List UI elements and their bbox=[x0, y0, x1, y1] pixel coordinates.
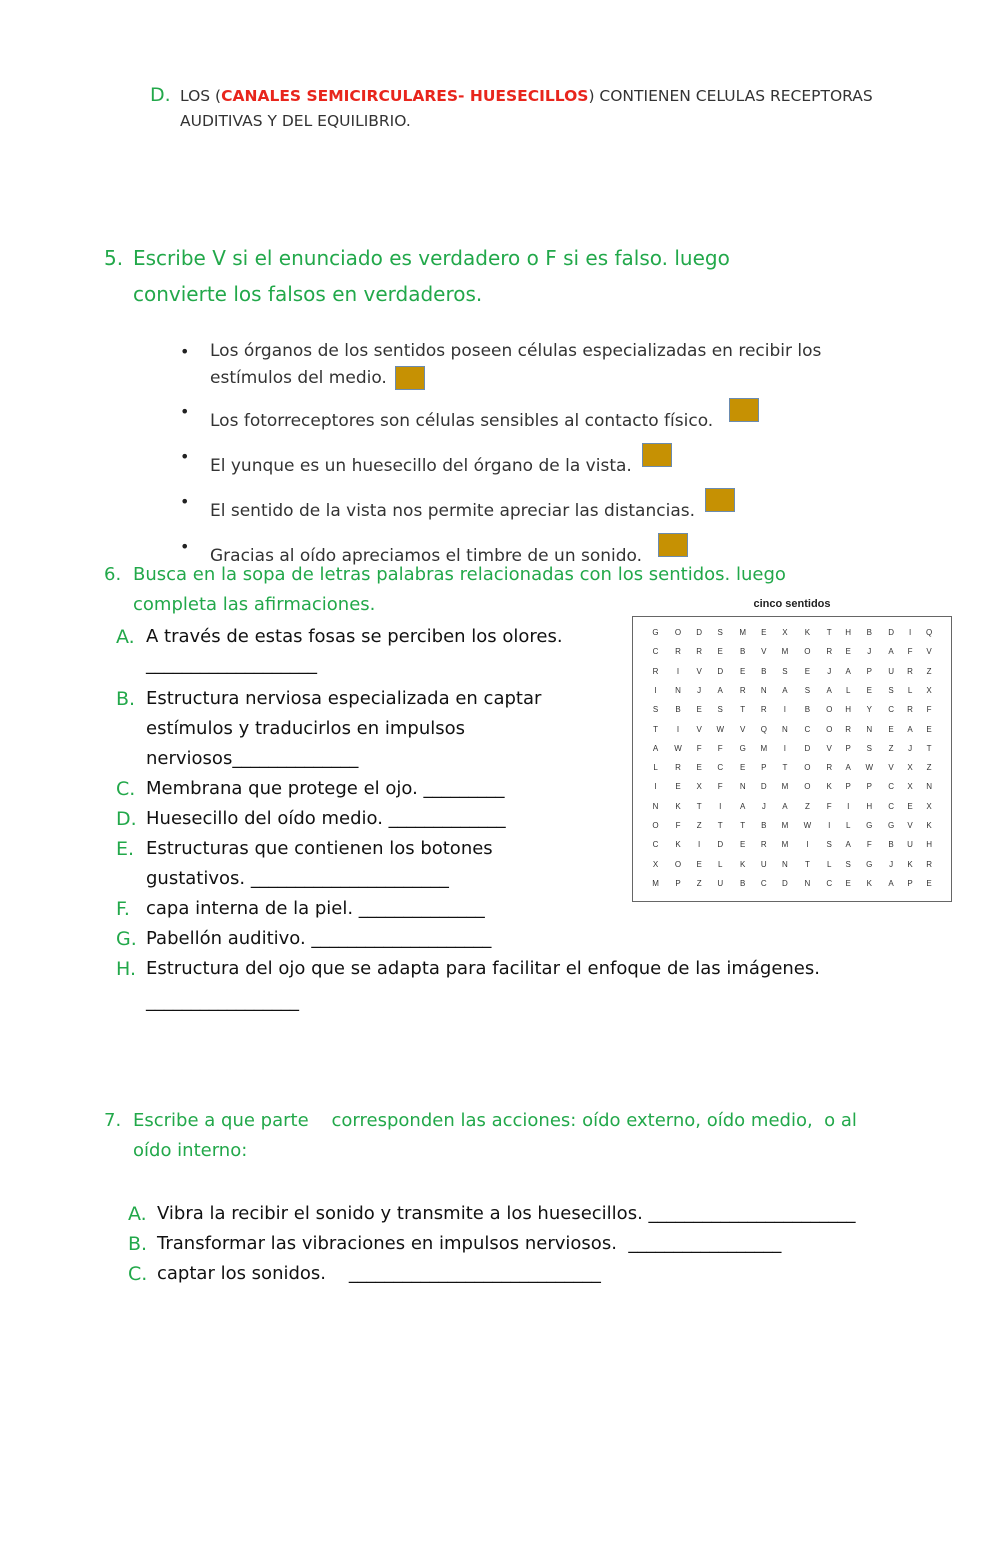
word-search-cell[interactable]: N bbox=[675, 685, 681, 695]
word-search-cell[interactable]: S bbox=[717, 705, 723, 715]
word-search-cell[interactable]: L bbox=[826, 859, 832, 869]
word-search-cell[interactable]: E bbox=[696, 705, 702, 715]
word-search-row bbox=[645, 623, 939, 642]
word-search-cell[interactable]: S bbox=[826, 840, 832, 850]
word-search-cell[interactable]: T bbox=[740, 820, 746, 830]
question-a-line1: A través de estas fosas se perciben los olores. bbox=[146, 626, 563, 647]
question-e-letter: E. bbox=[116, 838, 135, 860]
word-search-cell[interactable]: A bbox=[717, 685, 723, 695]
word-search-cell[interactable]: I bbox=[783, 743, 787, 753]
word-search-cell[interactable]: C bbox=[888, 782, 894, 792]
word-search-cell[interactable]: A bbox=[782, 801, 788, 811]
word-search-cell[interactable]: C bbox=[760, 878, 767, 888]
word-search-cell[interactable]: W bbox=[803, 820, 812, 830]
section5-heading bbox=[104, 240, 884, 312]
word-search-cell[interactable]: R bbox=[675, 763, 681, 773]
word-search-cell[interactable]: E bbox=[888, 724, 894, 734]
section6-heading bbox=[104, 560, 864, 620]
word-search-cell[interactable]: B bbox=[740, 878, 746, 888]
word-search-cell[interactable]: M bbox=[781, 647, 789, 657]
word-search-cell[interactable]: B bbox=[804, 705, 811, 715]
word-search-cell[interactable]: F bbox=[926, 705, 932, 715]
word-search-cell[interactable]: F bbox=[675, 820, 681, 830]
word-search-cell[interactable]: D bbox=[717, 666, 724, 676]
word-search-cell[interactable]: T bbox=[740, 705, 746, 715]
word-search-cell[interactable]: E bbox=[696, 859, 702, 869]
statement-1-line1: • Los órganos de los sentidos poseen células especializadas en recibir los bbox=[210, 341, 822, 361]
item-d-prefix: LOS ( bbox=[180, 87, 222, 105]
question-b-letter: B. bbox=[116, 688, 136, 710]
word-search-cell[interactable]: R bbox=[845, 724, 852, 734]
word-search-cell[interactable]: G bbox=[887, 820, 895, 830]
word-search-cell[interactable]: V bbox=[826, 743, 832, 753]
word-search-cell[interactable]: T bbox=[696, 801, 702, 811]
word-search-cell[interactable]: F bbox=[717, 782, 723, 792]
item-d-line2: AUDITIVAS Y DEL EQUILIBRIO. bbox=[180, 112, 411, 130]
word-search-cell[interactable]: M bbox=[781, 820, 789, 830]
word-search-cell[interactable]: P bbox=[866, 666, 872, 676]
question-f-line1[interactable]: capa interna de la piel. ______________ bbox=[146, 898, 485, 919]
word-search-cell[interactable]: H bbox=[926, 840, 932, 850]
word-search-cell[interactable]: A bbox=[826, 685, 832, 695]
word-search-cell[interactable]: N bbox=[866, 724, 873, 734]
answer-box-5[interactable] bbox=[658, 533, 688, 557]
word-search-cell[interactable]: B bbox=[888, 840, 894, 850]
word-search-row bbox=[645, 758, 939, 777]
statement-4: El sentido de la vista nos permite apreciar las distancias. bbox=[210, 501, 695, 521]
question-c-line1[interactable]: Membrana que protege el ojo. _________ bbox=[146, 778, 505, 799]
word-search-cell[interactable]: P bbox=[907, 878, 913, 888]
word-search-cell[interactable]: F bbox=[717, 743, 723, 753]
word-search-cell[interactable]: O bbox=[674, 628, 682, 638]
word-search-cell[interactable]: I bbox=[783, 705, 787, 715]
question-e-line1: Estructuras que contienen los botones bbox=[146, 838, 493, 859]
word-search-cell[interactable]: I bbox=[676, 724, 680, 734]
word-search-cell[interactable]: S bbox=[717, 628, 723, 638]
word-search-cell[interactable]: Z bbox=[696, 820, 702, 830]
word-search-cell[interactable]: C bbox=[652, 840, 659, 850]
word-search-cell[interactable]: C bbox=[652, 647, 659, 657]
answer-box-2[interactable] bbox=[729, 398, 759, 422]
word-search-cell[interactable]: E bbox=[717, 647, 723, 657]
word-search-cell[interactable]: R bbox=[926, 859, 932, 869]
statement-5: Gracias al oído apreciamos el timbre de un sonido. bbox=[210, 546, 643, 566]
word-search-cell[interactable]: A bbox=[740, 801, 746, 811]
section7-line2: oído interno: bbox=[133, 1140, 248, 1161]
section5-line1: Escribe V si el enunciado es verdadero o F si es falso. luego bbox=[133, 246, 730, 270]
word-search-cell[interactable]: I bbox=[676, 666, 680, 676]
word-search-cell[interactable]: C bbox=[717, 763, 724, 773]
word-search-cell[interactable]: I bbox=[698, 840, 701, 850]
word-search-cell[interactable]: G bbox=[652, 628, 659, 638]
section7-heading bbox=[104, 1106, 924, 1166]
word-search-cell[interactable]: R bbox=[826, 763, 833, 773]
answer-box-1[interactable] bbox=[395, 366, 425, 390]
word-search-cell[interactable]: L bbox=[907, 685, 913, 695]
word-search-cell[interactable]: L bbox=[845, 820, 851, 830]
word-search-cell[interactable]: T bbox=[826, 628, 832, 638]
statement-2: Los fotorreceptores son células sensibles al contacto físico. bbox=[210, 411, 714, 431]
question-h-line1: Estructura del ojo que se adapta para facilitar el enfoque de las imágenes. bbox=[146, 958, 820, 979]
word-search-cell[interactable]: S bbox=[845, 859, 851, 869]
word-search-cell[interactable]: A bbox=[888, 878, 894, 888]
word-search-cell[interactable]: A bbox=[652, 743, 659, 753]
word-search-cell[interactable]: I bbox=[719, 801, 722, 811]
word-search-cell[interactable]: X bbox=[907, 782, 913, 792]
item-d-highlight: CANALES SEMICIRCULARES- HUESECILLOS bbox=[221, 87, 589, 105]
word-search-cell[interactable]: J bbox=[827, 666, 832, 676]
word-search-cell[interactable]: J bbox=[908, 743, 913, 753]
word-search-cell[interactable]: W bbox=[865, 763, 874, 773]
word-search-cell[interactable]: O bbox=[804, 647, 811, 657]
word-search-row bbox=[645, 681, 939, 700]
word-search-cell[interactable]: N bbox=[782, 859, 788, 869]
word-search-cell[interactable]: O bbox=[826, 724, 833, 734]
word-search-cell[interactable]: N bbox=[739, 782, 746, 792]
word-search-cell[interactable]: F bbox=[696, 743, 702, 753]
action-a-letter: A. bbox=[128, 1203, 147, 1225]
word-search-cell[interactable]: T bbox=[926, 743, 932, 753]
word-search-cell[interactable]: C bbox=[888, 801, 894, 811]
word-search-cell[interactable]: B bbox=[675, 705, 681, 715]
word-search-cell[interactable]: A bbox=[888, 647, 894, 657]
word-search-cell[interactable]: T bbox=[717, 820, 723, 830]
word-search-cell[interactable]: S bbox=[804, 685, 811, 695]
word-search-cell[interactable]: O bbox=[674, 859, 682, 869]
word-search-cell[interactable]: N bbox=[926, 782, 932, 792]
word-search-cell[interactable]: B bbox=[866, 628, 872, 638]
word-search-cell[interactable]: X bbox=[926, 801, 932, 811]
word-search-cell[interactable]: Z bbox=[804, 801, 810, 811]
word-search-cell[interactable]: E bbox=[740, 763, 746, 773]
question-h-blank[interactable]: _________________ bbox=[146, 991, 299, 1012]
word-search-cell[interactable]: K bbox=[907, 859, 913, 869]
word-search-cell[interactable]: P bbox=[866, 782, 872, 792]
word-search-row bbox=[645, 874, 939, 893]
word-search-cell[interactable]: E bbox=[761, 628, 767, 638]
section5-line2: convierte los falsos en verdaderos. bbox=[133, 282, 483, 306]
section6-number: 6. bbox=[104, 564, 122, 585]
word-search-cell[interactable]: R bbox=[675, 647, 681, 657]
word-search-cell[interactable]: V bbox=[740, 724, 746, 734]
question-b-line2: estímulos y traducirlos en impulsos bbox=[146, 718, 466, 739]
word-search-cell[interactable]: E bbox=[696, 763, 702, 773]
word-search-cell[interactable]: W bbox=[674, 743, 682, 753]
word-search-cell[interactable]: K bbox=[866, 878, 872, 888]
word-search-cell[interactable]: R bbox=[907, 666, 913, 676]
word-search-grid bbox=[632, 616, 952, 902]
list-item bbox=[128, 1199, 928, 1229]
question-g-line1[interactable]: Pabellón auditivo. ____________________ bbox=[146, 928, 492, 949]
word-search-cell[interactable]: X bbox=[652, 859, 659, 869]
word-search-cell[interactable]: R bbox=[760, 840, 767, 850]
word-search-cell[interactable]: G bbox=[866, 859, 873, 869]
word-search-cell[interactable]: A bbox=[845, 666, 851, 676]
question-f-letter: F. bbox=[116, 898, 130, 920]
word-search-cell[interactable]: K bbox=[926, 820, 932, 830]
word-search-cell[interactable]: T bbox=[653, 724, 658, 734]
list-item bbox=[116, 924, 896, 954]
word-search-cell[interactable]: F bbox=[866, 840, 872, 850]
word-search-cell[interactable]: U bbox=[907, 840, 913, 850]
word-search-cell[interactable]: U bbox=[888, 666, 894, 676]
word-search-row bbox=[645, 854, 939, 873]
word-search-cell[interactable]: E bbox=[740, 666, 746, 676]
question-d-line1[interactable]: Huesecillo del oído medio. _____________ bbox=[146, 808, 506, 829]
word-search-cell[interactable]: H bbox=[866, 801, 873, 811]
word-search-cell[interactable]: E bbox=[675, 782, 681, 792]
word-search-row bbox=[645, 719, 939, 738]
question-a-blank[interactable]: ___________________ bbox=[146, 654, 317, 675]
word-search-cell[interactable]: J bbox=[889, 859, 894, 869]
section6-line2: completa las afirmaciones. bbox=[133, 594, 376, 615]
item-d bbox=[150, 84, 910, 134]
word-search-cell[interactable]: L bbox=[653, 763, 658, 773]
word-search-cell[interactable]: Z bbox=[888, 743, 894, 753]
word-search-cell[interactable]: R bbox=[739, 685, 746, 695]
list-item bbox=[180, 443, 900, 480]
action-a-text[interactable]: Vibra la recibir el sonido y transmite a los huesecillos. _______________________ bbox=[157, 1203, 856, 1224]
question-b-line1: Estructura nerviosa especializada en captar bbox=[146, 688, 542, 709]
word-search-cell[interactable]: G bbox=[866, 820, 873, 830]
word-search-cell[interactable]: A bbox=[845, 840, 851, 850]
word-search-cell[interactable]: I bbox=[828, 820, 831, 830]
word-search-cell[interactable]: I bbox=[908, 628, 912, 638]
word-search-cell[interactable]: E bbox=[926, 878, 932, 888]
word-search-cell[interactable]: E bbox=[866, 685, 872, 695]
word-search-cell[interactable]: F bbox=[826, 801, 832, 811]
word-search-cell[interactable]: R bbox=[760, 705, 767, 715]
word-search-row bbox=[645, 642, 939, 661]
word-search-cell[interactable]: N bbox=[782, 724, 788, 734]
word-search-cell[interactable]: E bbox=[740, 840, 746, 850]
word-search-cell[interactable]: L bbox=[717, 859, 723, 869]
word-search-cell[interactable]: C bbox=[826, 878, 833, 888]
question-a-letter: A. bbox=[116, 626, 135, 648]
word-search-cell[interactable]: L bbox=[845, 685, 851, 695]
word-search-cell[interactable]: R bbox=[826, 647, 833, 657]
word-search-cell[interactable]: E bbox=[907, 801, 913, 811]
section6-line1: Busca en la sopa de letras palabras relacionadas con los sentidos. luego bbox=[133, 564, 786, 585]
word-search-cell[interactable]: D bbox=[782, 878, 788, 888]
word-search-cell[interactable]: S bbox=[888, 685, 894, 695]
word-search-cell[interactable]: X bbox=[907, 763, 913, 773]
question-e-line2[interactable]: gustativos. ______________________ bbox=[146, 868, 449, 889]
word-search-cell[interactable]: U bbox=[760, 859, 767, 869]
word-search-cell[interactable]: E bbox=[845, 878, 851, 888]
word-search-cell[interactable]: P bbox=[845, 782, 851, 792]
word-search-cell[interactable]: M bbox=[760, 743, 768, 753]
word-search-cell[interactable]: M bbox=[781, 782, 789, 792]
word-search-cell[interactable]: V bbox=[926, 647, 932, 657]
word-search-cell[interactable]: S bbox=[866, 743, 872, 753]
word-search-cell[interactable]: H bbox=[845, 628, 852, 638]
word-search-cell[interactable]: J bbox=[867, 647, 872, 657]
word-search-cell[interactable]: K bbox=[675, 801, 681, 811]
word-search-cell[interactable]: V bbox=[696, 724, 702, 734]
list-item bbox=[128, 1259, 928, 1289]
word-search-title: cinco sentidos bbox=[753, 598, 831, 610]
word-search-table bbox=[645, 623, 939, 893]
word-search-cell[interactable]: Z bbox=[926, 666, 932, 676]
word-search-cell[interactable]: Q bbox=[760, 724, 767, 734]
word-search-row bbox=[645, 662, 939, 681]
word-search-cell[interactable]: B bbox=[761, 820, 767, 830]
word-search-row bbox=[645, 739, 939, 758]
word-search-cell[interactable]: E bbox=[926, 724, 932, 734]
word-search-cell[interactable]: I bbox=[654, 685, 657, 695]
word-search-cell[interactable]: P bbox=[675, 878, 681, 888]
item-d-suffix: ) CONTIENEN CELULAS RECEPTORAS bbox=[588, 87, 873, 105]
word-search-cell[interactable]: K bbox=[826, 782, 832, 792]
word-search-cell[interactable]: W bbox=[716, 724, 724, 734]
word-search-cell[interactable]: V bbox=[888, 763, 894, 773]
action-b-letter: B. bbox=[128, 1233, 148, 1255]
word-search-cell[interactable]: V bbox=[696, 666, 702, 676]
word-search-cell[interactable]: T bbox=[804, 859, 810, 869]
word-search-cell[interactable]: R bbox=[696, 647, 703, 657]
question-h-letter: H. bbox=[116, 958, 136, 980]
question-g-letter: G. bbox=[116, 928, 137, 950]
word-search-cell[interactable]: V bbox=[761, 647, 767, 657]
word-search-cell[interactable]: B bbox=[761, 666, 767, 676]
word-search-cell[interactable]: P bbox=[845, 743, 851, 753]
word-search-cell[interactable]: S bbox=[652, 705, 659, 715]
item-d-letter: D. bbox=[150, 84, 171, 106]
word-search-cell[interactable]: X bbox=[926, 685, 932, 695]
word-search-cell[interactable]: G bbox=[739, 743, 746, 753]
word-search-cell[interactable]: D bbox=[696, 628, 703, 638]
word-search-cell[interactable]: O bbox=[804, 782, 811, 792]
word-search-cell[interactable]: K bbox=[804, 628, 811, 638]
word-search-cell[interactable]: K bbox=[675, 840, 681, 850]
question-d-letter: D. bbox=[116, 808, 137, 830]
word-search-cell[interactable]: R bbox=[652, 666, 659, 676]
word-search-cell[interactable]: I bbox=[654, 782, 657, 792]
word-search-cell[interactable]: K bbox=[740, 859, 746, 869]
word-search-cell[interactable]: S bbox=[782, 666, 788, 676]
section5-number: 5. bbox=[104, 246, 124, 270]
word-search-cell[interactable]: X bbox=[782, 628, 788, 638]
word-search-cell[interactable]: N bbox=[652, 801, 659, 811]
word-search-cell[interactable]: X bbox=[696, 782, 702, 792]
word-search-cell[interactable]: D bbox=[717, 840, 724, 850]
word-search-cell[interactable]: A bbox=[782, 685, 788, 695]
word-search-cell[interactable]: I bbox=[806, 840, 809, 850]
action-b-text[interactable]: Transformar las vibraciones en impulsos nerviosos. _________________ bbox=[157, 1233, 782, 1254]
word-search-cell[interactable]: M bbox=[652, 878, 659, 888]
word-search-cell[interactable]: D bbox=[804, 743, 811, 753]
question-c-letter: C. bbox=[116, 778, 136, 800]
list-item bbox=[128, 1229, 928, 1259]
word-search-cell[interactable]: M bbox=[781, 840, 789, 850]
word-search-cell[interactable]: C bbox=[804, 724, 811, 734]
word-search-cell[interactable]: Y bbox=[866, 705, 872, 715]
word-search-cell[interactable]: P bbox=[761, 763, 767, 773]
word-search-cell[interactable]: V bbox=[907, 820, 913, 830]
word-search-cell[interactable]: J bbox=[697, 685, 702, 695]
list-item bbox=[180, 488, 900, 525]
word-search-cell[interactable]: N bbox=[760, 685, 767, 695]
section7-line1: Escribe a que parte corresponden las acciones: oído externo, oído medio, o al bbox=[133, 1110, 857, 1131]
list-item bbox=[180, 398, 900, 435]
action-c-text[interactable]: captar los sonidos. ____________________________ bbox=[157, 1263, 601, 1284]
word-search-cell[interactable]: D bbox=[888, 628, 894, 638]
word-search-row bbox=[645, 816, 939, 835]
word-search-cell[interactable]: Z bbox=[926, 763, 932, 773]
word-search-cell[interactable]: M bbox=[739, 628, 747, 638]
section7-list bbox=[128, 1199, 928, 1289]
word-search-cell[interactable]: B bbox=[740, 647, 746, 657]
question-b-line3[interactable]: nerviosos______________ bbox=[146, 748, 359, 769]
word-search-cell[interactable]: A bbox=[907, 724, 913, 734]
word-search-cell[interactable]: E bbox=[845, 647, 851, 657]
word-search-cell[interactable]: T bbox=[782, 763, 788, 773]
word-search-row bbox=[645, 835, 939, 854]
word-search-row bbox=[645, 797, 939, 816]
word-search-cell[interactable]: R bbox=[907, 705, 913, 715]
word-search-cell[interactable]: D bbox=[760, 782, 767, 792]
word-search-cell[interactable]: J bbox=[761, 801, 766, 811]
word-search-cell[interactable]: U bbox=[717, 878, 724, 888]
word-search-cell[interactable]: N bbox=[804, 878, 811, 888]
answer-box-4[interactable] bbox=[705, 488, 735, 512]
list-item bbox=[180, 338, 900, 392]
answer-box-3[interactable] bbox=[642, 443, 672, 467]
statement-1-line2: estímulos del medio. bbox=[210, 368, 387, 388]
word-search-cell[interactable]: I bbox=[847, 801, 850, 811]
section7-number: 7. bbox=[104, 1110, 122, 1131]
item-d-body bbox=[180, 84, 910, 134]
statement-3: El yunque es un huesecillo del órgano de la vista. bbox=[210, 456, 632, 476]
word-search-row bbox=[645, 777, 939, 796]
word-search-cell[interactable]: A bbox=[845, 763, 851, 773]
word-search-cell[interactable]: O bbox=[652, 820, 659, 830]
word-search-cell[interactable]: E bbox=[804, 666, 811, 676]
word-search-cell[interactable]: C bbox=[888, 705, 894, 715]
word-search-cell[interactable]: Q bbox=[925, 628, 933, 638]
word-search-row bbox=[645, 700, 939, 719]
action-c-letter: C. bbox=[128, 1263, 148, 1285]
word-search-cell[interactable]: F bbox=[907, 647, 913, 657]
word-search-cell[interactable]: O bbox=[804, 763, 811, 773]
word-search-cell[interactable]: H bbox=[845, 705, 852, 715]
section5-list bbox=[180, 338, 900, 570]
word-search-cell[interactable]: O bbox=[826, 705, 833, 715]
list-item bbox=[116, 954, 896, 1020]
word-search-cell[interactable]: Z bbox=[696, 878, 702, 888]
